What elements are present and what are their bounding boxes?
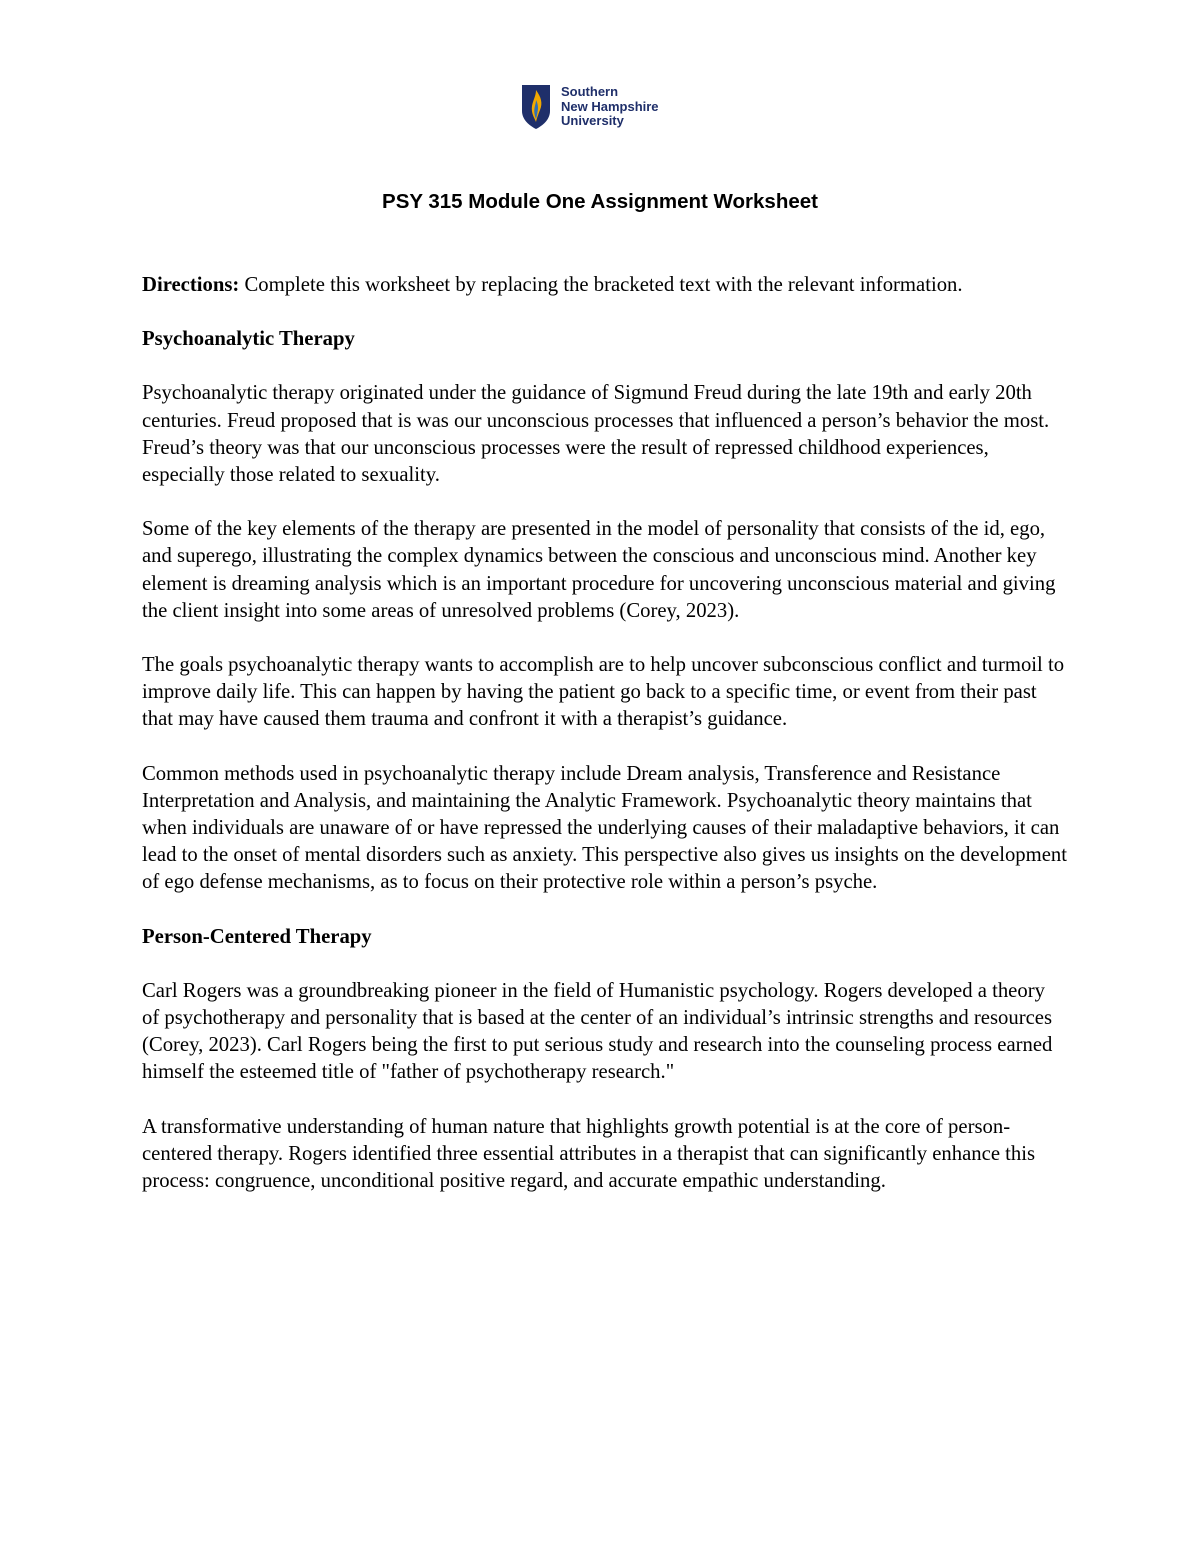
section-heading-psychoanalytic: Psychoanalytic Therapy <box>142 328 355 351</box>
directions-text: Complete this worksheet by replacing the bracketed text with the relevant information. <box>239 274 963 296</box>
paragraph: Psychoanalytic therapy originated under the guidance of Sigmund Freud during the late 19th and early 20th centuries. Freud proposed that is was our unconscious processes that influenced a person’s behavior the most. Freud’s theory was that our unconscious processes were the result of repressed childhood experiences, especially those related to sexuality. <box>142 382 1050 487</box>
paragraph: The goals psychoanalytic therapy wants to accomplish are to help uncover subconscious conflict and turmoil to improve daily life. This can happen by having the patient go back to a specific time, or event from their past that may have caused them trauma and confront it with a therapist’s guidance. <box>142 654 1065 731</box>
university-logo <box>521 84 691 132</box>
logo-line-2: New Hampshire <box>561 98 659 114</box>
flame-shield-icon <box>521 84 551 130</box>
page-title: PSY 315 Module One Assignment Worksheet <box>382 190 818 213</box>
paragraph: A transformative understanding of human nature that highlights growth potential is at the core of person-centered therapy. Rogers identified three essential attributes in a therapist that can significantly enhance this process: congruence, unconditional positive regard, and accurate empathic understanding. <box>142 1115 1036 1193</box>
paragraph: Carl Rogers was a groundbreaking pioneer in the field of Humanistic psychology. Rogers developed a theory of psychotherapy and personality that is based at the center of an individual’s intrinsic strengths and resources (Corey, 2023). Carl Rogers being the first to put serious study and research into the counseling process earned himself the esteemed title of "father of psychotherapy research." <box>142 979 1053 1084</box>
logo-line-3: University <box>561 113 624 128</box>
paragraph: Some of the key elements of the therapy are presented in the model of personality that consists of the id, ego, and superego, illustrating the complex dynamics between the conscious and unconscious mind. Another key element is dreaming analysis which is an important procedure for uncovering unconscious material and giving the client insight into some areas of unresolved problems (Corey, 2023). <box>142 518 1056 622</box>
section-heading-person-centered: Person-Centered Therapy <box>142 925 372 948</box>
university-name <box>561 85 659 129</box>
directions <box>142 272 1067 299</box>
logo-line-1: Southern <box>561 84 619 99</box>
worksheet-body <box>142 272 1067 1222</box>
paragraph: Common methods used in psychoanalytic therapy include Dream analysis, Transference and Resistance Interpretation and Analysis, and maintaining the Analytic Framework. Psychoanalytic theory maintains that when individuals are unaware of or have repressed the underlying causes of their maladaptive behaviors, it can lead to the onset of mental disorders such as anxiety. This perspective also gives us insights on the development of ego defense mechanisms, as to focus on their protective role within a person’s psyche. <box>142 762 1067 894</box>
directions-label: Directions: <box>142 274 240 296</box>
